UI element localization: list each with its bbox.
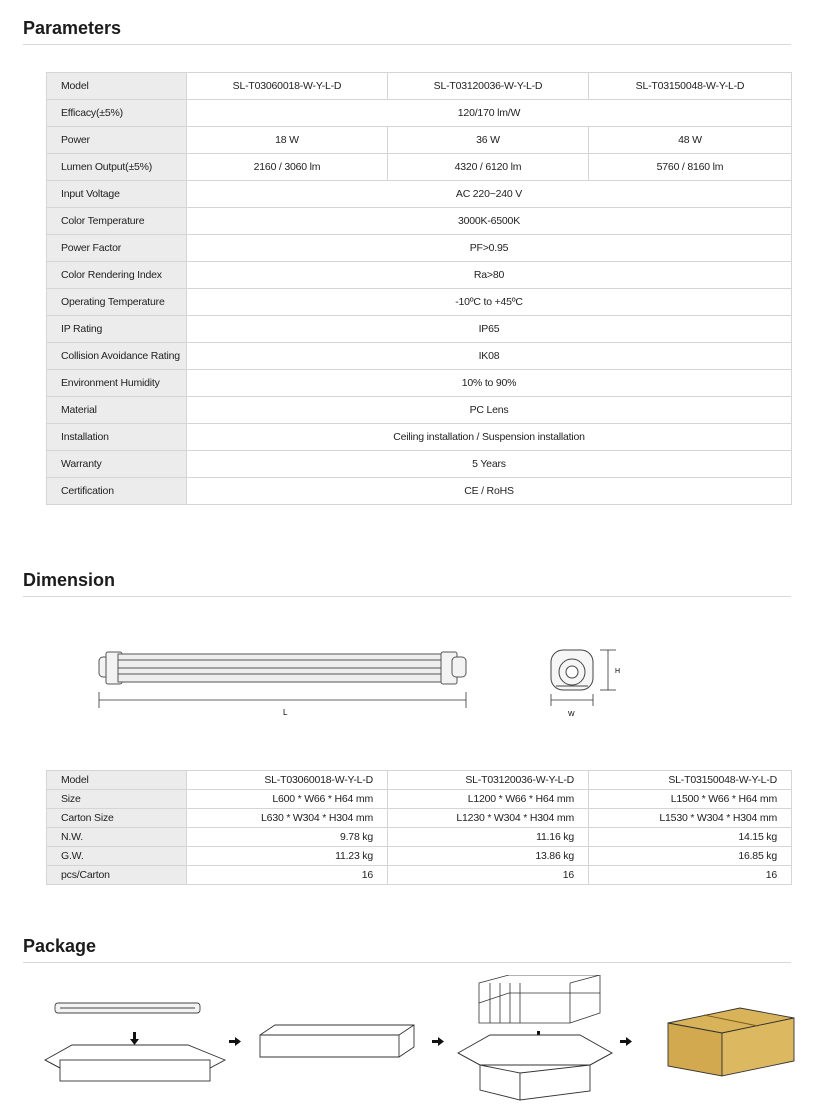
dim-row bbox=[47, 828, 792, 847]
param-value: SL-T03150048-W-Y-L-D bbox=[589, 73, 792, 100]
param-row bbox=[47, 370, 792, 397]
param-row bbox=[47, 316, 792, 343]
param-value: IP65 bbox=[187, 316, 792, 343]
divider bbox=[23, 962, 791, 963]
tube-end-view bbox=[551, 650, 593, 690]
param-value: 18 W bbox=[187, 127, 388, 154]
param-label: Power Factor bbox=[47, 235, 187, 262]
param-label: IP Rating bbox=[47, 316, 187, 343]
param-label: Efficacy(±5%) bbox=[47, 100, 187, 127]
param-row bbox=[47, 289, 792, 316]
length-label: L bbox=[283, 708, 288, 717]
param-row bbox=[47, 343, 792, 370]
dimension-heading: Dimension bbox=[23, 570, 116, 590]
width-dimension-line bbox=[551, 694, 593, 706]
height-label: H bbox=[615, 668, 621, 675]
param-value: PC Lens bbox=[187, 397, 792, 424]
param-value: 2160 / 3060 lm bbox=[187, 154, 388, 181]
param-row bbox=[47, 208, 792, 235]
dim-row bbox=[47, 866, 792, 885]
param-row bbox=[47, 262, 792, 289]
param-label: Operating Temperature bbox=[47, 289, 187, 316]
param-row bbox=[47, 154, 792, 181]
dim-label: Carton Size bbox=[47, 809, 187, 828]
dim-label: N.W. bbox=[47, 828, 187, 847]
package-step-inner-box bbox=[260, 1025, 414, 1057]
param-value: 36 W bbox=[388, 127, 589, 154]
dim-value: L1500 * W66 * H64 mm bbox=[589, 790, 792, 809]
param-value: 120/170 lm/W bbox=[187, 100, 792, 127]
param-label: Warranty bbox=[47, 451, 187, 478]
package-step-tube bbox=[55, 1003, 200, 1013]
right-arrow-icon bbox=[229, 1037, 241, 1046]
dim-value: 16 bbox=[187, 866, 388, 885]
package-step-open-carton bbox=[458, 1035, 612, 1100]
dim-value: 16 bbox=[589, 866, 792, 885]
param-value: AC 220~240 V bbox=[187, 181, 792, 208]
param-label: Input Voltage bbox=[47, 181, 187, 208]
dim-value: 14.15 kg bbox=[589, 828, 792, 847]
length-dimension-line bbox=[99, 692, 466, 708]
dim-value: L630 * W304 * H304 mm bbox=[187, 809, 388, 828]
param-label: Color Rendering Index bbox=[47, 262, 187, 289]
param-value: 10% to 90% bbox=[187, 370, 792, 397]
param-row bbox=[47, 397, 792, 424]
dim-row bbox=[47, 809, 792, 828]
param-value: PF>0.95 bbox=[187, 235, 792, 262]
param-value: 5 Years bbox=[187, 451, 792, 478]
param-row bbox=[47, 424, 792, 451]
dim-value: 13.86 kg bbox=[388, 847, 589, 866]
param-label: Material bbox=[47, 397, 187, 424]
package-step-stacked-boxes bbox=[479, 975, 600, 1023]
dim-value: SL-T03150048-W-Y-L-D bbox=[589, 771, 792, 790]
dim-value: SL-T03060018-W-Y-L-D bbox=[187, 771, 388, 790]
parameters-table bbox=[46, 72, 792, 505]
param-row bbox=[47, 100, 792, 127]
param-row bbox=[47, 181, 792, 208]
dimension-table bbox=[46, 770, 792, 885]
dim-row bbox=[47, 847, 792, 866]
dimension-drawing bbox=[0, 630, 818, 730]
param-value: CE / RoHS bbox=[187, 478, 792, 505]
param-value: 5760 / 8160 lm bbox=[589, 154, 792, 181]
dim-value: 11.23 kg bbox=[187, 847, 388, 866]
param-label: Model bbox=[47, 73, 187, 100]
param-label: Certification bbox=[47, 478, 187, 505]
dim-value: L600 * W66 * H64 mm bbox=[187, 790, 388, 809]
dim-label: G.W. bbox=[47, 847, 187, 866]
param-value: 3000K-6500K bbox=[187, 208, 792, 235]
param-label: Lumen Output(±5%) bbox=[47, 154, 187, 181]
dim-row bbox=[47, 790, 792, 809]
param-value: SL-T03060018-W-Y-L-D bbox=[187, 73, 388, 100]
parameters-heading: Parameters bbox=[23, 18, 122, 38]
width-label: W bbox=[568, 711, 575, 718]
dim-row bbox=[47, 771, 792, 790]
param-label: Color Temperature bbox=[47, 208, 187, 235]
param-label: Collision Avoidance Rating bbox=[47, 343, 187, 370]
divider bbox=[23, 44, 791, 45]
param-row bbox=[47, 451, 792, 478]
dim-label: Size bbox=[47, 790, 187, 809]
dim-label: Model bbox=[47, 771, 187, 790]
param-value: Ra>80 bbox=[187, 262, 792, 289]
param-label: Environment Humidity bbox=[47, 370, 187, 397]
dim-value: 9.78 kg bbox=[187, 828, 388, 847]
right-arrow-icon bbox=[620, 1037, 632, 1046]
param-label: Power bbox=[47, 127, 187, 154]
dim-value: L1200 * W66 * H64 mm bbox=[388, 790, 589, 809]
param-value: SL-T03120036-W-Y-L-D bbox=[388, 73, 589, 100]
dim-label: pcs/Carton bbox=[47, 866, 187, 885]
param-row bbox=[47, 73, 792, 100]
package-drawing bbox=[0, 975, 818, 1110]
param-row bbox=[47, 127, 792, 154]
dim-value: SL-T03120036-W-Y-L-D bbox=[388, 771, 589, 790]
package-step-sealed-carton bbox=[668, 1008, 794, 1076]
param-value: IK08 bbox=[187, 343, 792, 370]
param-value: -10ºC to +45ºC bbox=[187, 289, 792, 316]
param-label: Installation bbox=[47, 424, 187, 451]
dim-value: L1230 * W304 * H304 mm bbox=[388, 809, 589, 828]
dim-value: 11.16 kg bbox=[388, 828, 589, 847]
dim-value: L1530 * W304 * H304 mm bbox=[589, 809, 792, 828]
right-arrow-icon bbox=[432, 1037, 444, 1046]
down-arrow-icon bbox=[130, 1032, 139, 1045]
package-step-open-box bbox=[45, 1045, 225, 1081]
dim-value: 16 bbox=[388, 866, 589, 885]
param-value: 4320 / 6120 lm bbox=[388, 154, 589, 181]
package-heading: Package bbox=[23, 936, 97, 956]
param-row bbox=[47, 235, 792, 262]
divider bbox=[23, 596, 791, 597]
tube-side-view bbox=[99, 652, 466, 684]
dim-value: 16.85 kg bbox=[589, 847, 792, 866]
param-value: 48 W bbox=[589, 127, 792, 154]
param-row bbox=[47, 478, 792, 505]
param-value: Ceiling installation / Suspension installation bbox=[187, 424, 792, 451]
height-dimension-line bbox=[600, 650, 616, 690]
